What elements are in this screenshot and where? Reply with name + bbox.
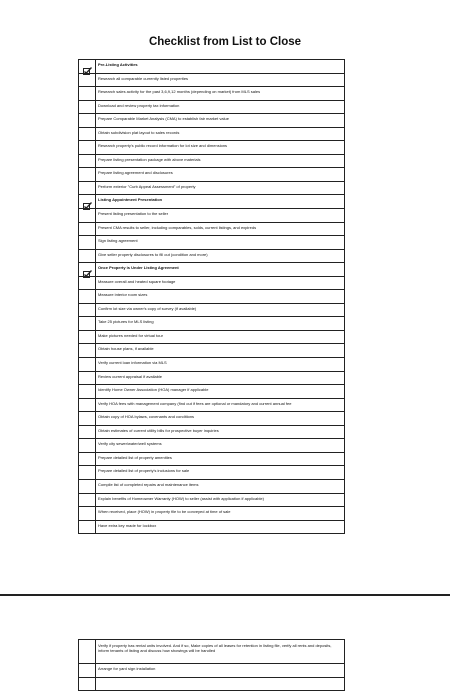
checkbox-cell[interactable] — [83, 116, 92, 124]
checkbox-cell[interactable] — [83, 279, 92, 287]
checkbox-cell[interactable] — [83, 143, 92, 151]
column-divider — [95, 209, 96, 222]
checkbox-cell[interactable] — [83, 76, 92, 84]
column-divider — [95, 385, 96, 398]
checkbox-cell[interactable] — [83, 666, 92, 674]
column-divider — [95, 453, 96, 466]
checkbox-cell[interactable] — [83, 184, 92, 192]
column-divider — [95, 155, 96, 168]
column-divider — [95, 331, 96, 344]
checklist-item-label: Give seller property disclosures to fill out (condition and more) — [98, 251, 208, 257]
checkbox-cell[interactable] — [83, 157, 92, 165]
checklist-item-label: Research sales activity for the past 3,6,9,12 months (depending on market) from MLS sales — [98, 89, 261, 95]
checkbox-cell[interactable] — [83, 238, 92, 246]
checklist-item-label: Explain benefits of Homeowner Warranty (HOW) to seller (assist with application if applicable) — [98, 495, 264, 501]
column-divider — [95, 439, 96, 452]
checkbox-cell[interactable] — [83, 319, 92, 327]
checklist-item-label: Obtain subdivision plat layout to sales records — [98, 129, 180, 135]
column-divider — [95, 344, 96, 357]
column-divider — [95, 114, 96, 127]
checkbox-cell[interactable] — [83, 387, 92, 395]
column-divider — [95, 101, 96, 114]
checkbox-cell[interactable] — [83, 401, 92, 409]
checklist-item-label: Obtain estimates of current utility bills for prospective buyer inquiries — [98, 427, 219, 433]
column-divider — [95, 223, 96, 236]
checklist-item-label: Arrange for yard sign installation — [98, 666, 156, 671]
column-divider — [95, 317, 96, 330]
checklist-item-label: Compile list of completed repairs and maintenance items — [98, 481, 199, 487]
checklist-item-label: Sign listing agreement — [98, 238, 138, 244]
column-divider — [95, 358, 96, 371]
column-divider — [95, 290, 96, 303]
checklist-item-label: Obtain copy of HOA bylaws, covenants and conditions — [98, 414, 195, 420]
checklist-row — [78, 521, 345, 535]
checkbox-cell[interactable] — [83, 130, 92, 138]
column-divider — [95, 507, 96, 520]
checkbox-cell[interactable] — [83, 306, 92, 314]
column-divider — [95, 87, 96, 100]
checkbox-cell[interactable] — [83, 523, 92, 531]
checklist-item-label: Verify city sewer/water/well systems — [98, 441, 162, 447]
checkbox-cell[interactable] — [83, 455, 92, 463]
column-divider — [95, 128, 96, 141]
checklist-row — [78, 640, 345, 664]
checkbox-cell[interactable] — [83, 482, 92, 490]
column-divider — [95, 60, 96, 73]
checkbox-cell[interactable] — [83, 428, 92, 436]
checklist-row — [78, 331, 345, 345]
checklist-row — [78, 507, 345, 521]
checklist-row — [78, 209, 345, 223]
checkbox-cell[interactable] — [83, 346, 92, 354]
checklist-row — [78, 412, 345, 426]
checkbox-cell[interactable] — [83, 441, 92, 449]
checklist-row — [78, 664, 345, 678]
checklist-item-label: Verify current loan information via MLS — [98, 360, 167, 366]
column-divider — [95, 195, 96, 208]
section-header-label: Listing Appointment Presentation — [98, 197, 163, 203]
checklist-row — [78, 290, 345, 304]
checklist-item-label: Download and review property tax information — [98, 102, 180, 108]
checklist-item-label: Prepare listing presentation package with above materials — [98, 156, 201, 162]
column-divider — [95, 426, 96, 439]
column-divider — [95, 678, 96, 691]
checklist-table-page-1 — [78, 59, 345, 534]
column-divider — [95, 664, 96, 677]
checklist-item-label: Present listing presentation to the seller — [98, 211, 169, 217]
checklist-item-label: Verify if property has rental units involved. And if so, Make copies of all leases for retention in listing file, verify all rents and deposits, inform tenants of listing and discuss how showings will be handled — [98, 643, 332, 653]
checklist-row — [78, 439, 345, 453]
column-divider — [95, 277, 96, 290]
column-divider — [95, 263, 96, 276]
checkbox-cell[interactable] — [83, 496, 92, 504]
checklist-row — [78, 358, 345, 372]
checklist-item-label: Review current appraisal if available — [98, 373, 163, 379]
column-divider — [95, 372, 96, 385]
checklist-row — [78, 678, 345, 691]
checklist-row — [78, 277, 345, 291]
column-divider — [95, 304, 96, 317]
checkbox-cell[interactable] — [83, 680, 92, 688]
column-divider — [95, 494, 96, 507]
checkbox-cell[interactable] — [83, 103, 92, 111]
section-header-row — [78, 60, 345, 74]
checklist-item-label: Measure interior room sizes — [98, 292, 148, 298]
checklist-item-label: Present CMA results to seller, including comparables, solds, current listings, and expireds — [98, 224, 257, 230]
column-divider — [95, 168, 96, 181]
column-divider — [95, 466, 96, 479]
checklist-item-label: Identify Home Owner Association (HOA) manager if applicable — [98, 387, 209, 393]
checkbox-cell[interactable] — [83, 292, 92, 300]
checklist-row — [78, 250, 345, 264]
section-header-row — [78, 263, 345, 277]
checklist-row — [78, 466, 345, 480]
checklist-row — [78, 87, 345, 101]
checkbox-cell[interactable] — [83, 89, 92, 97]
checkbox-cell[interactable] — [83, 333, 92, 341]
checked-box-icon[interactable] — [83, 265, 92, 273]
column-divider — [95, 521, 96, 534]
checklist-row — [78, 344, 345, 358]
column-divider — [95, 399, 96, 412]
checklist-row — [78, 494, 345, 508]
checklist-item-label: Prepare listing agreement and disclosures — [98, 170, 173, 176]
checklist-item-label: Obtain house plans, if available — [98, 346, 154, 352]
checklist-table-page-2 — [78, 639, 345, 691]
checklist-item-label: Measure overall and heated square footage — [98, 278, 176, 284]
checklist-row — [78, 101, 345, 115]
checklist-item-label: Research property's public record information for lot size and dimensions — [98, 143, 228, 149]
section-header-row — [78, 195, 345, 209]
checkbox-cell[interactable] — [83, 170, 92, 178]
checklist-row — [78, 74, 345, 88]
checklist-row — [78, 141, 345, 155]
checkbox-cell[interactable] — [83, 414, 92, 422]
checklist-row — [78, 128, 345, 142]
checklist-row — [78, 317, 345, 331]
checkbox-cell[interactable] — [83, 642, 92, 650]
column-divider — [95, 480, 96, 493]
checklist-item-label: Verify HOA fees with management company (find out if fees are optional or mandatory and current annual fee — [98, 400, 292, 406]
checklist-item-label: Confirm lot size via owner's copy of survey (if available) — [98, 305, 197, 311]
checkbox-cell[interactable] — [83, 360, 92, 368]
checkbox-cell[interactable] — [83, 468, 92, 476]
checklist-row — [78, 168, 345, 182]
checklist-row — [78, 155, 345, 169]
checklist-row — [78, 182, 345, 196]
checklist-row — [78, 399, 345, 413]
document-title: Checklist from List to Close — [148, 36, 302, 48]
column-divider — [95, 182, 96, 195]
column-divider — [95, 412, 96, 425]
checklist-row — [78, 480, 345, 494]
checklist-item-label: Prepare detailed list of property's inclusions for sale — [98, 468, 190, 474]
checklist-row — [78, 304, 345, 318]
section-header-label: Pre-Listing Activities — [98, 62, 138, 67]
checklist-row — [78, 236, 345, 250]
checklist-row — [78, 426, 345, 440]
checklist-item-label: Take 25 pictures for MLS listing — [98, 319, 154, 325]
checklist-item-label: When received, place (HOW) in property file to be conveyed at time of sale — [98, 509, 231, 515]
column-divider — [95, 640, 96, 663]
checklist-item-label: Research all comparable currently listed properties — [98, 75, 189, 81]
column-divider — [95, 74, 96, 87]
column-divider — [95, 250, 96, 263]
checklist-item-label: Make pictures needed for virtual tour — [98, 332, 163, 338]
checked-box-icon[interactable] — [83, 62, 92, 70]
checklist-row — [78, 453, 345, 467]
checklist-item-label: Have extra key made for lockbox — [98, 522, 157, 528]
checked-box-icon[interactable] — [83, 197, 92, 205]
checklist-item-label: Prepare Comparable Market Analysis (CMA) to establish fair market value — [98, 116, 229, 122]
checklist-row — [78, 385, 345, 399]
checkbox-cell[interactable] — [83, 225, 92, 233]
checkbox-cell[interactable] — [83, 374, 92, 382]
checklist-item-label: Prepare detailed list of property amenities — [98, 454, 172, 460]
checkbox-cell[interactable] — [83, 252, 92, 260]
column-divider — [95, 236, 96, 249]
column-divider — [95, 141, 96, 154]
checklist-row — [78, 114, 345, 128]
checklist-row — [78, 223, 345, 237]
checklist-row — [78, 372, 345, 386]
section-header-label: Once Property is Under Listing Agreement — [98, 265, 179, 271]
page-break-divider — [0, 594, 450, 596]
checkbox-cell[interactable] — [83, 211, 92, 219]
checkbox-cell[interactable] — [83, 509, 92, 517]
checklist-item-label: Perform exterior "Curb Appeal Assessment" of property — [98, 183, 196, 189]
